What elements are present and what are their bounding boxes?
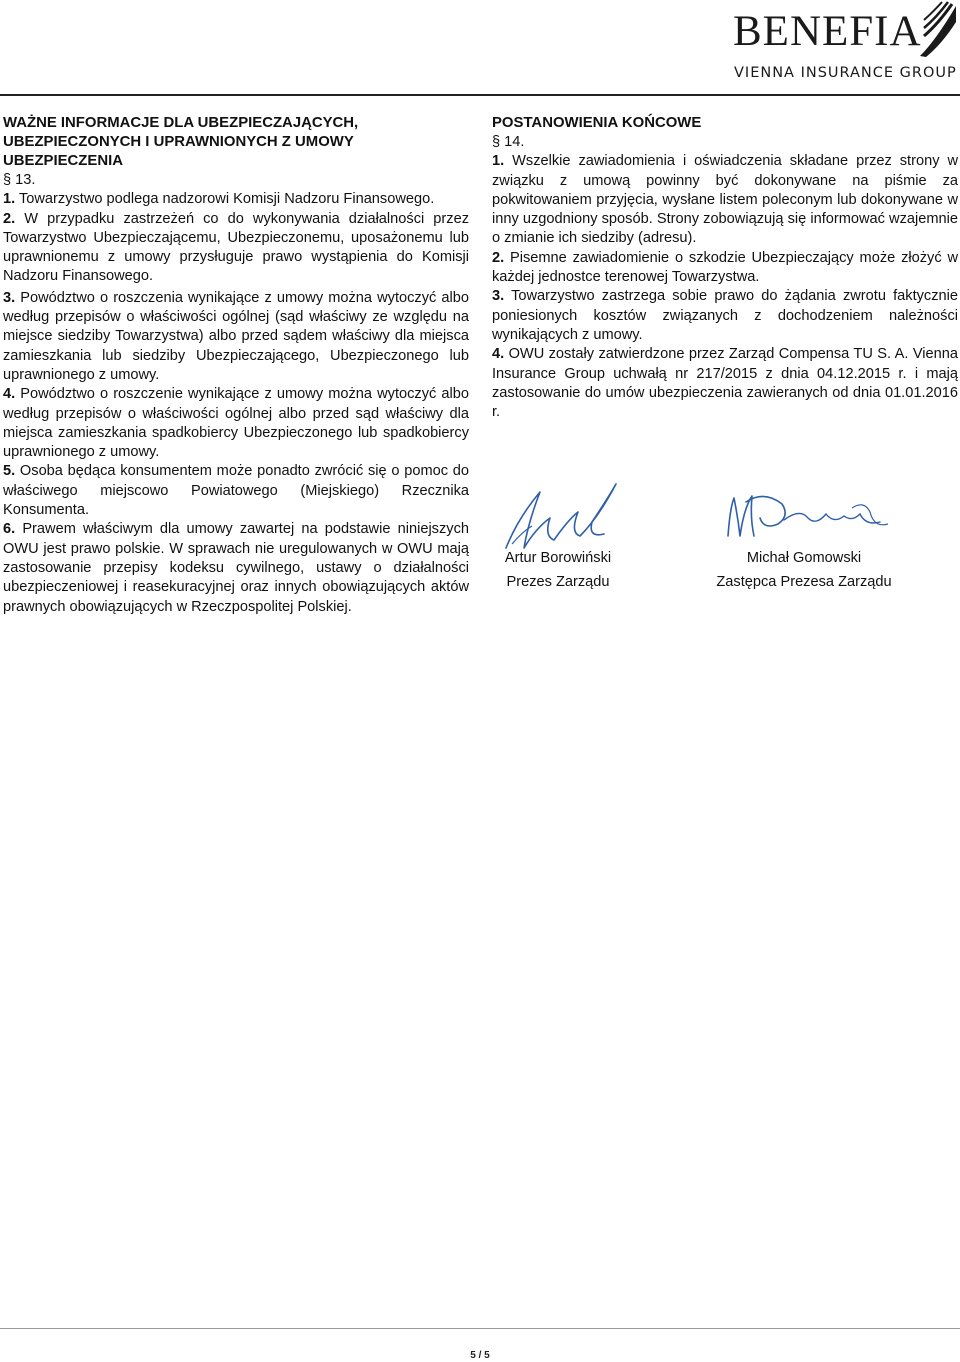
section-heading: WAŻNE INFORMACJE DLA UBEZPIECZAJĄCYCH, UBEZPIECZONYCH I UPRAWNIONYCH Z UMOWY UBEZPIECZENIA [3,115,359,169]
signatory-title: Zastępca Prezesa Zarządu [716,574,892,590]
clause-number: 6. [3,521,16,538]
clause-number: 4. [3,386,16,403]
clause-number: 1. [3,191,16,208]
clause-text: Prawem właściwym dla umowy zawartej na podstawie niniejszych OWU jest prawo polskie. W sprawach nie uregulowanych w OWU mają zastosowanie przepisy kodeksu cywilnego, ustawy o działalności ubezpieczeniowej i reasekuracyjnej oraz innych obowiązujących aktów prawnych obowiązujących w Rzeczpospolitej Polskiej. [3,521,469,615]
benefia-logo [720,0,960,84]
clause-number: 5. [3,463,16,480]
clause-text: Powództwo o roszczenia wynikające z umowy można wytoczyć albo według przepisów o właściwości ogólnej (sąd właściwy ze względu na miejsce siedziby Towarzystwa) albo przed sądem właściwy dla miejsca zamieszkania lub siedziby Ubezpieczającego, Ubezpieczonego lub uprawnionego z umowy. [3,289,469,383]
section-heading: POSTANOWIENIA KOŃCOWE [492,115,702,131]
clause-text: Pisemne zawiadomienie o szkodzie Ubezpieczający może złożyć w każdej jednostce terenowej Towarzystwa. [492,249,958,286]
handwritten-signature-icon [458,478,658,553]
clause-text: Osoba będąca konsumentem może ponadto zwrócić się o pomoc do właściwego miejscowo Powiatowego (Miejskiego) Rzecznika Konsumenta. [3,463,470,519]
clause-item [3,520,469,616]
clause-text: OWU zostały zatwierdzone przez Zarząd Compensa TU S. A. Vienna Insurance Group uchwałą nr 217/2015 z dnia 04.12.2015 r. i mają zastosowanie do umów ubezpieczenia zawieranych od dnia 01.01.2016 r. [492,346,958,421]
clause-text: W przypadku zastrzeżeń co do wykonywania działalności przez Towarzystwo Ubezpieczającemu, Ubezpieczonemu, uposażonemu lub uprawnionemu z umowy przysługuje prawo wystąpienia do Komisji Nadzoru Finansowego. [3,210,469,285]
benefia-wing-mark-icon [918,0,958,58]
signature-block-president [458,478,658,598]
signatory-name: Michał Gomowski [746,550,862,566]
signatory-name: Artur Borowiński [504,550,612,566]
clause-number: 1. [492,153,505,170]
clause-item [3,385,469,462]
header-divider [0,94,960,96]
right-column [492,114,958,422]
page-number: 5 / 5 [470,1350,490,1361]
clause-item [3,462,469,520]
clause-text: Powództwo o roszczenie wynikające z umowy można wytoczyć albo według przepisów o właściwości ogólnej albo przed sąd właściwy dla miejsca zamieszkania spadkobiercy Ubezpieczonego lub spadkobiercy uprawnionego z umowy. [3,386,469,461]
section-number: § 14. [492,134,525,150]
clause-item [492,345,958,422]
clause-item [492,249,958,288]
clause-item [492,152,958,248]
handwritten-signature-icon [704,478,904,553]
clause-item [3,210,469,287]
logo-subtitle: VIENNA INSURANCE GROUP [734,65,957,81]
clause-item [492,287,958,345]
clause-text: Wszelkie zawiadomienia i oświadczenia składane przez strony w związku z umową powinny być dokonywane na piśmie za pokwitowaniem przyjęcia, wysłane listem poleconym lub dokonywane w inny uzgodniony sposób. Strony zobowiązują się informować wzajemnie o zmianie ich siedziby (adresu). [492,153,958,247]
clause-item [3,190,469,209]
clause-number: 4. [492,346,505,363]
clause-text: Towarzystwo zastrzega sobie prawo do żądania zwrotu faktycznie poniesionych kosztów związanych z dochodzeniem należności wynikających z umowy. [492,288,958,343]
clause-number: 2. [3,210,16,227]
clause-number: 3. [3,289,16,306]
clause-number: 3. [492,288,505,305]
signatory-title: Prezes Zarządu [506,574,610,590]
clause-text: Towarzystwo podlega nadzorowi Komisji Nadzoru Finansowego. [18,191,435,208]
section-number: § 13. [3,172,36,188]
clause-number: 2. [492,249,505,266]
footer-divider [0,1328,960,1329]
logo-brand-name: BENEFIA [733,8,922,55]
clause-item [3,289,469,385]
left-column [3,114,469,617]
signature-block-vice-president [704,478,904,598]
